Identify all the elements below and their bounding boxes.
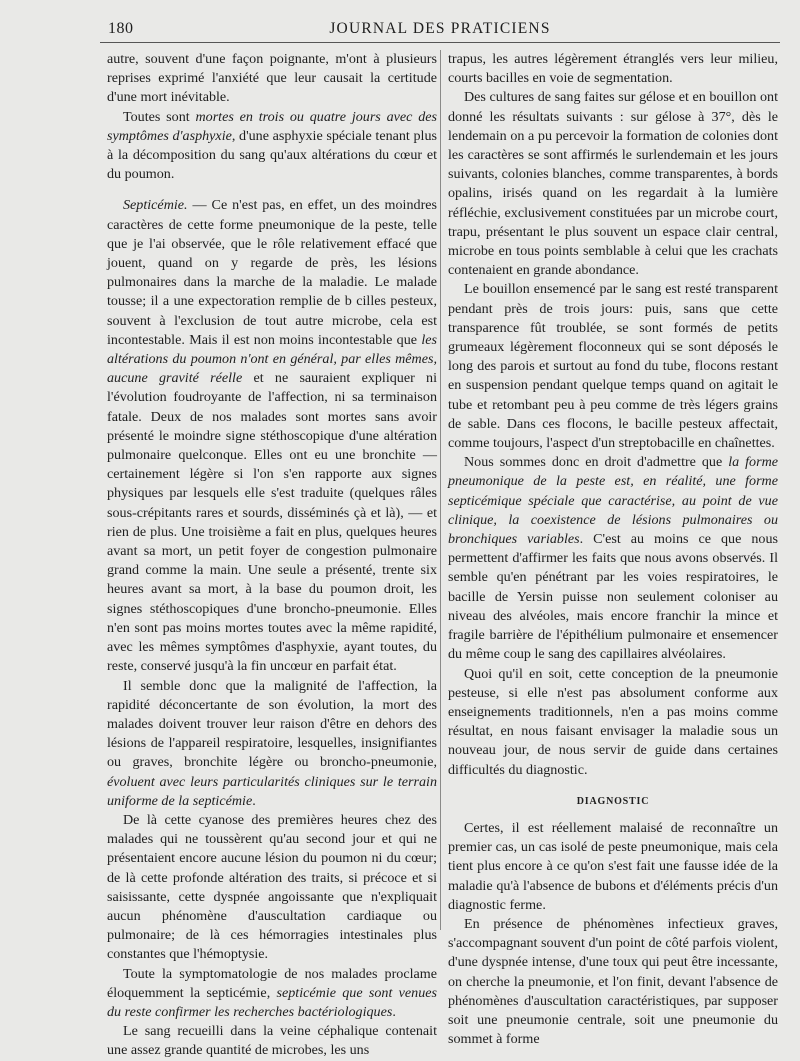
paragraph: En présence de phénomènes infectieux graves, s'accompagnant souvent d'un point de côté parfois violent, d'une dyspnée intense, d'une toux qui peut être incessante, on cherche la pneumonie, et l'on finit, devant l'absence de phénomènes d'auscultation caractéristiques, par supposer soit une pneumonie centrale, soit une pneumonie du sommet à forme bbox=[448, 915, 778, 1048]
page-header bbox=[100, 18, 780, 43]
page-number: 180 bbox=[108, 20, 134, 37]
italic-text: évoluent avec leurs particularités cliniques sur le terrain uniforme de la septicémie bbox=[107, 773, 437, 809]
paragraph bbox=[107, 108, 437, 185]
paragraph bbox=[448, 453, 778, 664]
italic-text: les altérations du poumon n'ont en général, par elles mêmes, aucune gravité réelle bbox=[107, 331, 437, 387]
paragraph: Des cultures de sang faites sur gélose et en bouillon ont donné les résultats suivants : sur gélose à 37°, dès le lendemain on a pu percevoir la formation de colonies dont les caractères se sont affirmés le surlendemain et les jours suivants, colonies blanches, comme transparentes, à bords opalins, irisés quand on les regardait à la lumière réfléchie, exclusivement constituées par un microbe court, trapu, présentant le plus souvent un espace clair central, microbe en tous points semblable à celui que les crachats contenaient en grande abondance. bbox=[448, 89, 778, 279]
italic-text: septicémie que sont venues du reste confirmer les recherches bactériologiques bbox=[107, 984, 437, 1020]
paragraph: Le bouillon ensemencé par le sang est resté transparent pendant près de trois jours: puis, sans que cette transparence fût troublée, se sont formés de petits grumeaux légèrement floconneux qui se sont déposés le long des parois et surtout au fond du tube, flocons restant en suspension pendant quelque temps quand on agitait le tube et retombant peu à peu comme de très légers grains de sable. Dans ces flocons, le bacille pesteux affectait, comme toujours, l'aspect d'un streptobacille en chaînettes. bbox=[448, 281, 778, 452]
paragraph bbox=[107, 965, 437, 1023]
text-run: Il semble donc que la malignité de l'affection, la rapidité déconcertante de son évolution, la mort des malades doivent trouver leur raison d'être en dehors des lésions de l'appareil respiratoire, lesquelles, insignifiantes ou graves, bronchite légère ou broncho-pneumonie, bbox=[107, 677, 437, 771]
journal-title: JOURNAL DES PRATICIENS bbox=[329, 20, 551, 37]
text-run: , d'une asphyxie spéciale tenant plus à la décomposition du sang qu'aux altérations du cœur et du poumon. bbox=[107, 127, 437, 183]
paragraph: Le sang recueilli dans la veine céphalique contenait une assez grande quantité de microbes, les uns bbox=[107, 1023, 437, 1059]
italic-text: mortes en trois ou quatre jours avec des symptômes d'asphyxie bbox=[107, 108, 437, 144]
text-run: Toute la symptomatologie de nos malades proclame éloquemment la septicémie, bbox=[107, 965, 437, 1001]
section-heading-diagnostic: DIAGNOSTIC bbox=[576, 795, 650, 807]
paragraph: autre, souvent d'une façon poignante, m'ont à plusieurs reprises exprimé l'anxiété que leur causait la certitude d'une mort inévitable. bbox=[107, 51, 437, 106]
paragraph: Quoi qu'il en soit, cette conception de la pneumonie pesteuse, si elle n'est pas absolument conforme aux enseignements traditionnels, n'en a pas moins comme résultat, en nous faisant envisager la maladie sous un nouveau jour, de nous servir de guide dans certaines difficultés du diagnostic. bbox=[448, 665, 778, 778]
paragraph: De là cette cyanose des premières heures chez des malades qui ne toussèrent qu'au second jour et qui ne présentaient encore aucune lésion du poumon ni du cœur; de là cette profonde altération des traits, si précoce et si saisissante, cette dyspnée angoissante que n'expliquait aucun phénomène d'auscultation cardiaque ou pulmonaire; de là ces hémorragies intestinales plus constantes que l'hémoptysie. bbox=[107, 811, 437, 963]
text-run: — Ce n'est pas, en effet, un des moindres caractères de cette forme pneumonique de la peste, telle que je l'ai observée, que le rôle relativement effacé que jouent, quand on y regarde de près, les lésions pulmonaires dans la marche de la maladie. Le malade tousse; il a une expectoration remplie de b cilles pesteux, souvent à l'exclusion de tout autre microbe, cela est incontestable. Mais il est non moins incontestable que bbox=[107, 197, 437, 348]
paragraph: trapus, les autres légèrement étranglés vers leur milieu, courts bacilles en voie de segmentation. bbox=[448, 51, 778, 87]
text-run: . bbox=[392, 1003, 396, 1020]
right-column bbox=[448, 50, 778, 1050]
text-run: . C'est au moins ce que nous permettent d'affirmer les faits que nous avons observés. Il semble qu'en pénétrant par les voies respiratoires, le bacille de Yersin puisse non seulement coloniser au niveau des alvéoles, mais encore franchir la mince et fragile barrière de l'épithélium pulmonaire et ensemencer du même coup le sang des capillaires alvéolaires. bbox=[448, 531, 778, 663]
text-run: . bbox=[252, 792, 256, 809]
paragraph bbox=[107, 677, 437, 811]
paragraph bbox=[107, 196, 437, 676]
section-label-septicemie: Septicémie. bbox=[123, 197, 188, 214]
column-divider bbox=[440, 50, 441, 930]
text-run: Nous sommes donc en droit d'admettre que bbox=[464, 454, 729, 471]
italic-text: la forme pneumonique de la peste est, en réalité, une forme septicémique spéciale que caractérise, au point de vue clinique, la coexistence de lésions pulmonaires ou bronchiques variables bbox=[448, 454, 779, 548]
text-run: et ne sauraient expliquer ni l'évolution foudroyante de l'affection, ni sa terminaison fatale. Deux de nos malades sont mortes sans avoir présenté le moindre signe stéthoscopique d'une altération pulmonaire quelconque. Elles ont eu une bronchite — certainement légère si l'on s'en rapporte aux signes physiques par lesquels elle s'est traduite (quelques râles sous-crépitants rares et sourds, disséminés çà et là), — et rien de plus. Une troisième a fait en plus, quelques heures avant sa mort, un petit foyer de congestion pulmonaire grand comme la main. Une seule a présenté, trente six heures avant sa mort, à la base du poumon droit, les signes stéthoscopiques d'une broncho-pneumonie. Elles n'en sont pas moins mortes toutes avec la même rapidité, avec les mêmes symptômes d'asphyxie, ayant toutes, du reste, conservé jusqu'à la fin uncœur en parfait état. bbox=[107, 370, 438, 675]
left-column bbox=[107, 50, 438, 1059]
paragraph: Certes, il est réellement malaisé de reconnaître un premier cas, un cas isolé de peste pneumonique, mais cela tient plus encore à ce qu'on s'est fait une fausse idée de la maladie qu'à l'absence de bubons et d'éléments précis d'un diagnostic ferme. bbox=[448, 819, 778, 913]
text-run: Toutes sont bbox=[123, 108, 196, 125]
